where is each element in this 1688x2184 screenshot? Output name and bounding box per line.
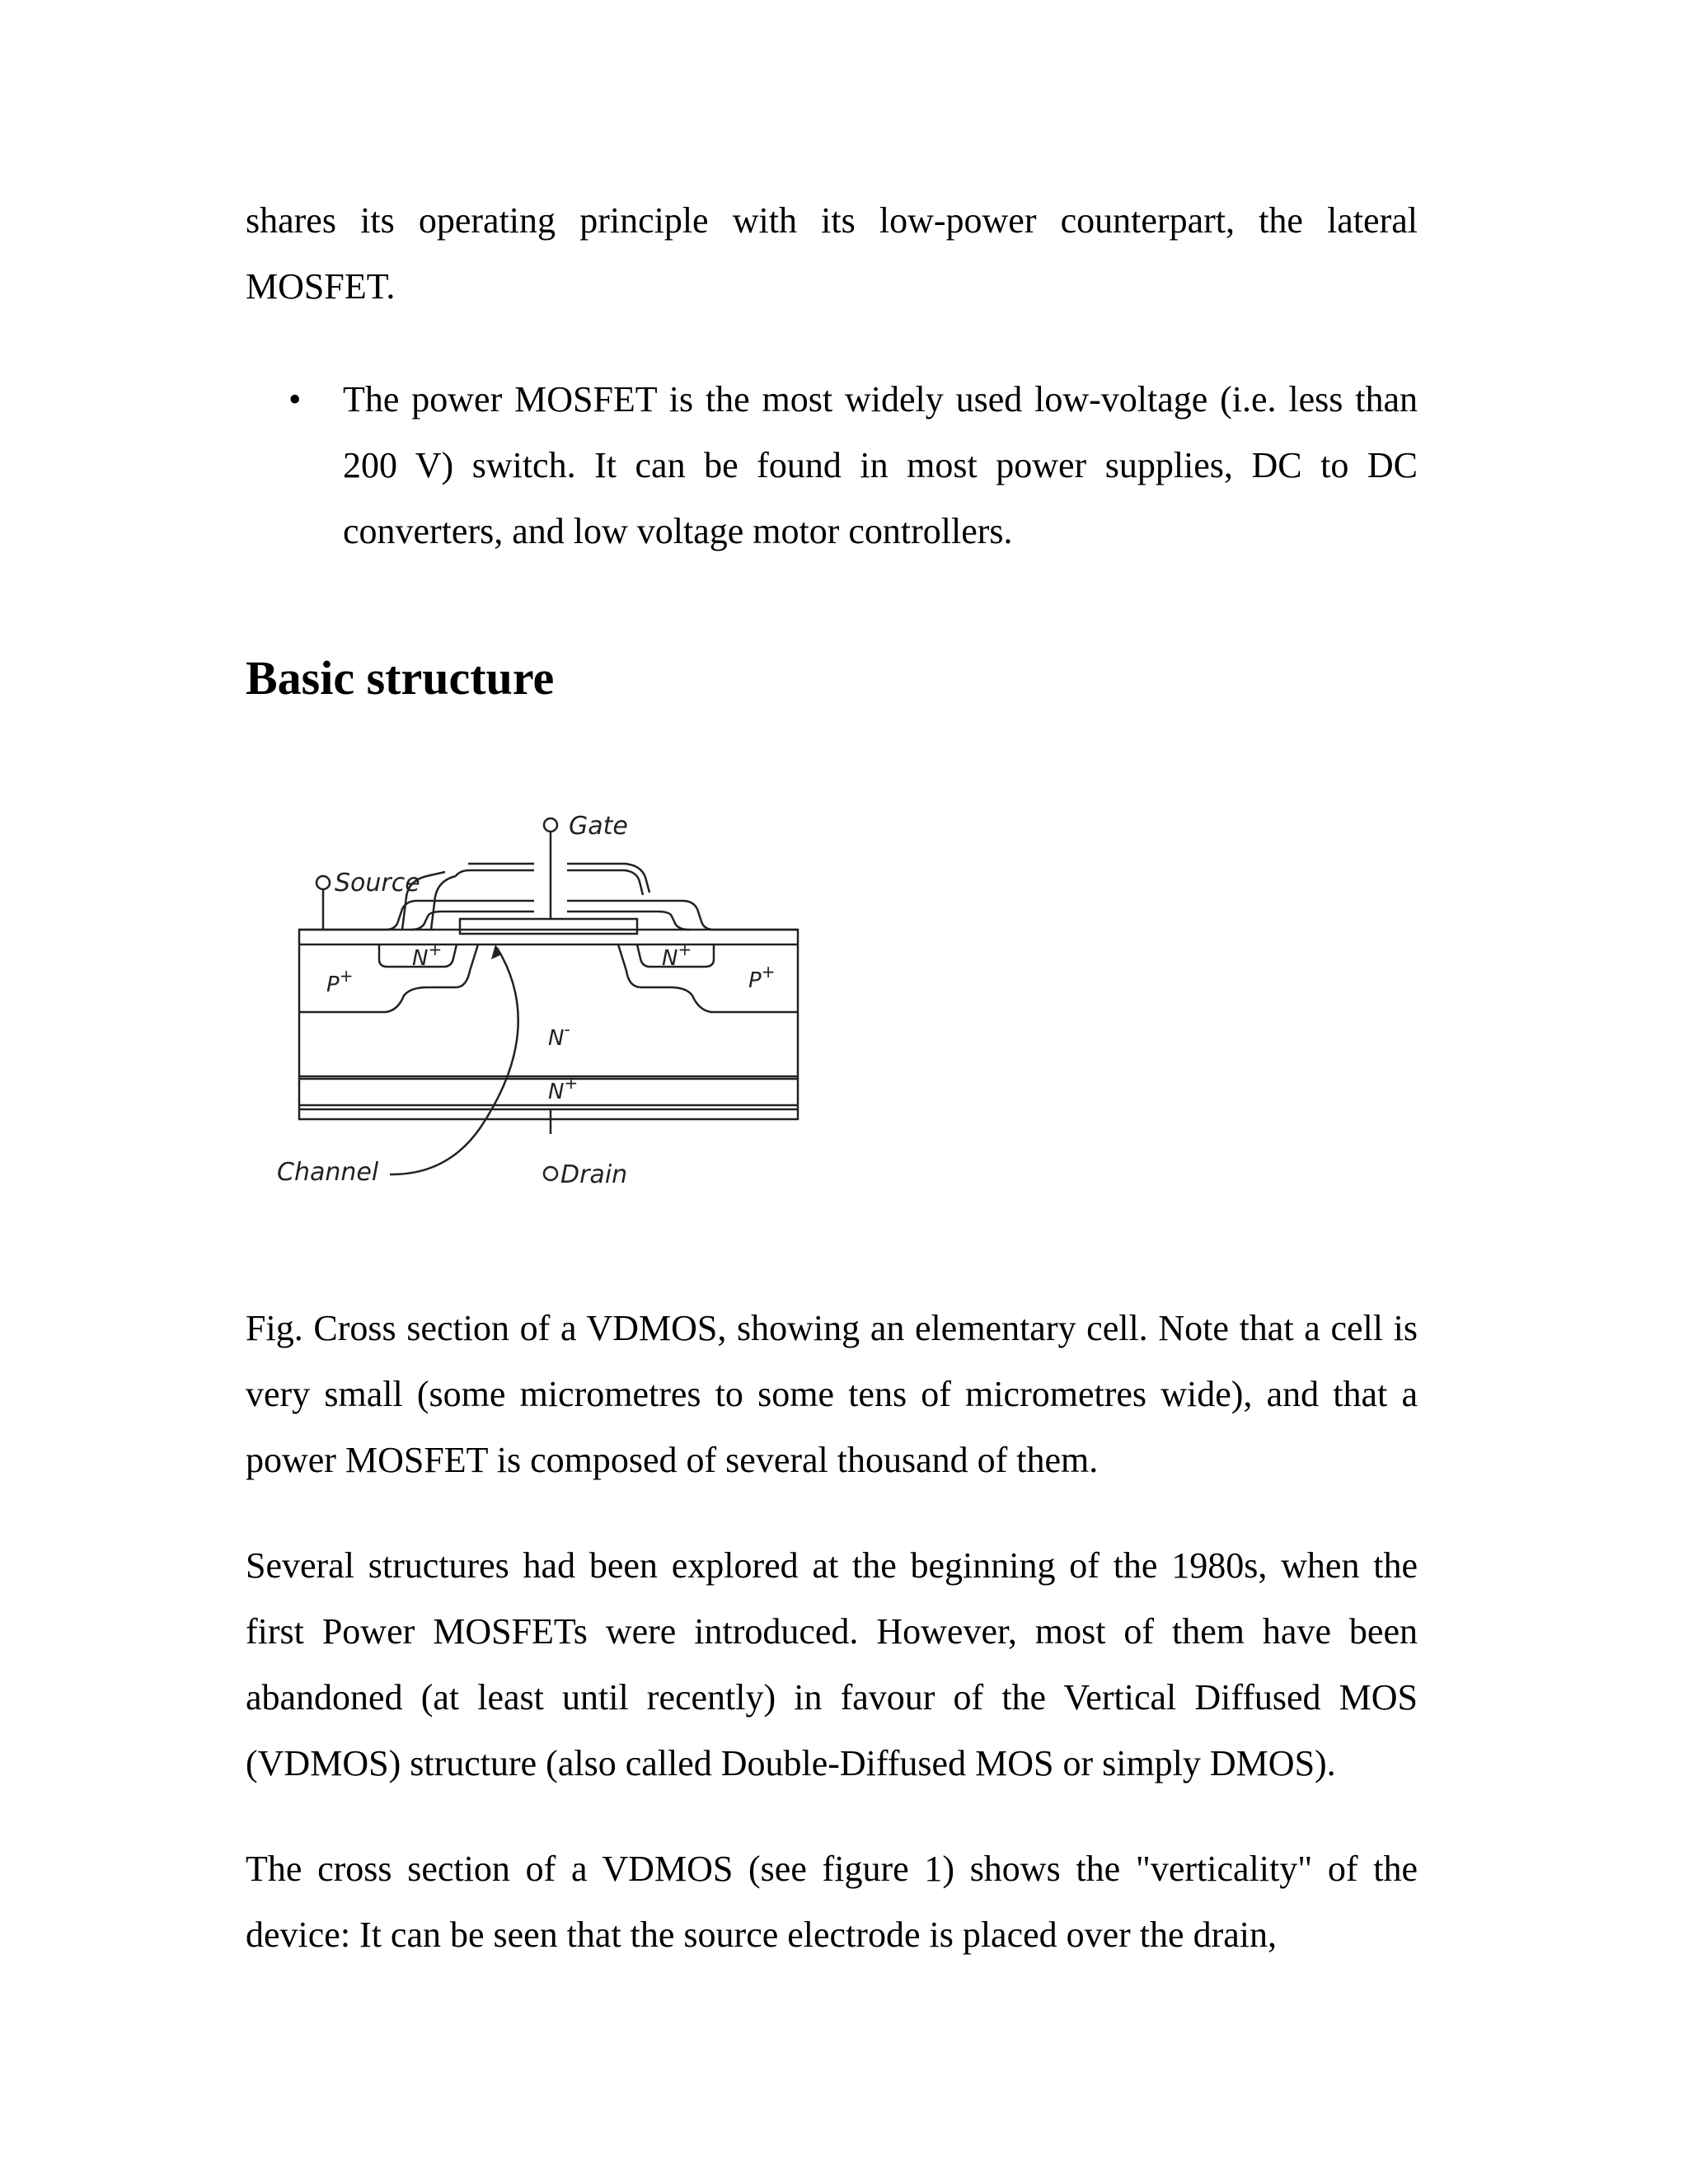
source-metal-left-outer [299,901,534,930]
section-heading: Basic structure [246,651,555,705]
left-pplus-label: P+ [326,966,354,997]
channel-arrow [390,948,518,1174]
source-terminal [316,876,330,889]
figure-caption: Fig. Cross section of a VDMOS, showing an elementary cell. Note that a cell is very small (some micrometres to some tens of micrometres wide), and that a power MOSFET is composed of several thousand of them. [246,1308,1418,1480]
vdmos-cross-section-figure [262,798,823,1193]
substrate-nplus-label: N+ [548,1073,579,1104]
bullet-text: The power MOSFET is the most widely used low-voltage (i.e. less than 200 V) switch. It can be found in most power supplies, DC to DC converters, and low voltage motor controllers. [343,379,1418,551]
drain-terminal [544,1167,557,1180]
drain-label: Drain [560,1160,628,1189]
channel-label: Channel [277,1158,379,1187]
source-metal-right-outer [567,901,798,930]
source-label: Source [335,869,420,898]
source-metal-left-inner [410,912,534,930]
structures-paragraph: Several structures had been explored at the beginning of the 1980s, when the first Power MOSFETs were introduced. However, most of them have been abandoned (at least until recently) in favour of the Vertical Diffused MOS (VDMOS) structure (also called Double-Diffused MOS or simply DMOS). [246,1545,1418,1783]
right-pplus-label: P+ [748,962,776,993]
source-metal-right-inner [567,912,689,930]
cross-section-paragraph: The cross section of a VDMOS (see figure 1) shows the "verticality" of the device: It can be seen that the source electrode is placed over the drain, [246,1849,1418,1955]
gate-poly [460,919,637,934]
n-minus-label: N- [548,1019,570,1051]
gate-label: Gate [569,812,628,841]
intro-paragraph: shares its operating principle with its low-power counterpart, the lateral MOSFET. [246,200,1418,307]
bullet-marker: • [288,379,302,419]
right-nplus-label: N+ [662,940,692,971]
gate-terminal [544,818,557,832]
left-nplus-label: N+ [412,940,443,971]
vdmos-diagram [262,798,823,1193]
